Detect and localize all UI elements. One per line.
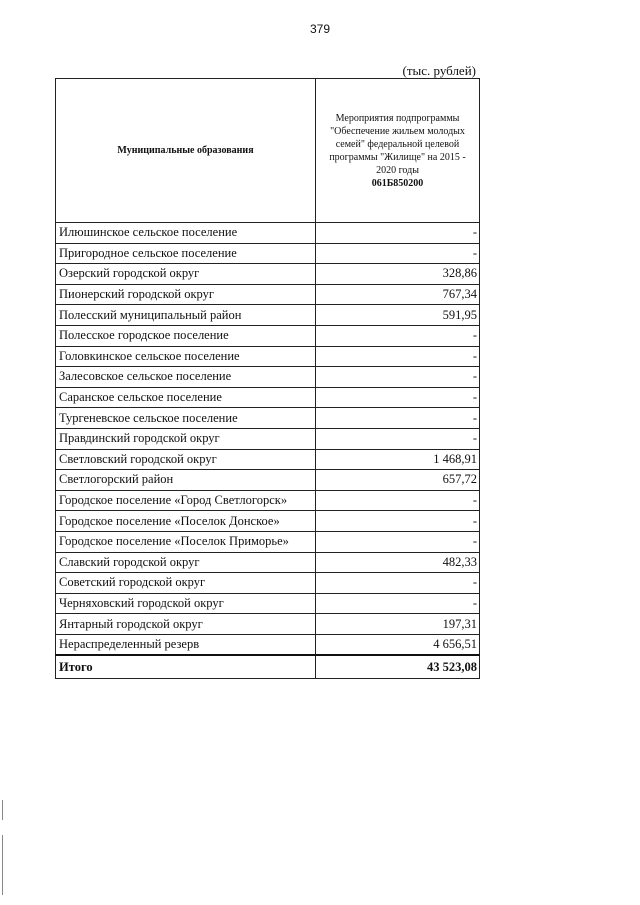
municipality-name: Пригородное сельское поселение bbox=[56, 243, 316, 264]
municipality-name: Илюшинское сельское поселение bbox=[56, 223, 316, 244]
allocation-value: 4 656,51 bbox=[316, 634, 480, 655]
table-row bbox=[56, 223, 480, 244]
table-row bbox=[56, 449, 480, 470]
table-row bbox=[56, 614, 480, 635]
allocation-value: - bbox=[316, 325, 480, 346]
units-label: (тыс. рублей) bbox=[402, 63, 476, 78]
municipality-name: Черняховский городской округ bbox=[56, 593, 316, 614]
table-row bbox=[56, 367, 480, 388]
table-row bbox=[56, 305, 480, 326]
allocation-value: - bbox=[316, 531, 480, 552]
allocation-value: - bbox=[316, 408, 480, 429]
municipality-name: Полесское городское поселение bbox=[56, 325, 316, 346]
allocation-value: - bbox=[316, 573, 480, 594]
allocation-value: - bbox=[316, 346, 480, 367]
municipality-name: Пионерский городской округ bbox=[56, 284, 316, 305]
allocation-value: 767,34 bbox=[316, 284, 480, 305]
allocation-value: - bbox=[316, 367, 480, 388]
header-program-text: Мероприятия подпрограммы "Обеспечение жильем молодых семей" федеральной целевой программы "Жилище" на 2015 - 2020 годы bbox=[329, 112, 466, 176]
municipality-name: Озерский городской округ bbox=[56, 264, 316, 285]
table-row bbox=[56, 346, 480, 367]
allocation-value: - bbox=[316, 428, 480, 449]
table-body bbox=[56, 223, 480, 656]
municipality-name: Залесовское сельское поселение bbox=[56, 367, 316, 388]
page-number: 379 bbox=[309, 22, 331, 36]
allocation-table bbox=[55, 78, 480, 679]
allocation-value: 328,86 bbox=[316, 264, 480, 285]
table-row bbox=[56, 470, 480, 491]
table-row bbox=[56, 490, 480, 511]
allocation-value: 482,33 bbox=[316, 552, 480, 573]
municipality-name: Полесский муниципальный район bbox=[56, 305, 316, 326]
allocation-value: - bbox=[316, 387, 480, 408]
municipality-name: Светлогорский район bbox=[56, 470, 316, 491]
allocation-value: - bbox=[316, 511, 480, 532]
municipality-name: Янтарный городской округ bbox=[56, 614, 316, 635]
header-program-code: 061Б850200 bbox=[371, 177, 424, 189]
total-row bbox=[56, 655, 480, 679]
municipality-name: Тургеневское сельское поселение bbox=[56, 408, 316, 429]
municipality-name: Славский городской округ bbox=[56, 552, 316, 573]
municipality-name: Городское поселение «Поселок Приморье» bbox=[56, 531, 316, 552]
allocation-value: - bbox=[316, 243, 480, 264]
table-row bbox=[56, 593, 480, 614]
table-row bbox=[56, 511, 480, 532]
allocation-value: 1 468,91 bbox=[316, 449, 480, 470]
table-row bbox=[56, 387, 480, 408]
allocation-value: - bbox=[316, 490, 480, 511]
municipality-name: Нераспределенный резерв bbox=[56, 634, 316, 655]
table-row bbox=[56, 573, 480, 594]
header-program bbox=[316, 79, 480, 223]
allocation-value: - bbox=[316, 223, 480, 244]
allocation-value: - bbox=[316, 593, 480, 614]
municipality-name: Головкинское сельское поселение bbox=[56, 346, 316, 367]
municipality-name: Городское поселение «Поселок Донское» bbox=[56, 511, 316, 532]
allocation-value: 197,31 bbox=[316, 614, 480, 635]
table-row bbox=[56, 408, 480, 429]
table-row bbox=[56, 531, 480, 552]
municipality-name: Саранское сельское поселение bbox=[56, 387, 316, 408]
margin-mark bbox=[2, 800, 3, 820]
municipality-name: Светловский городской округ bbox=[56, 449, 316, 470]
allocation-value: 657,72 bbox=[316, 470, 480, 491]
total-label: Итого bbox=[56, 655, 316, 679]
header-municipal: Муниципальные образования bbox=[56, 79, 316, 223]
municipality-name: Правдинский городской округ bbox=[56, 428, 316, 449]
table-row bbox=[56, 264, 480, 285]
table-row bbox=[56, 243, 480, 264]
table-row bbox=[56, 284, 480, 305]
table-row bbox=[56, 325, 480, 346]
total-value: 43 523,08 bbox=[316, 655, 480, 679]
table-row bbox=[56, 428, 480, 449]
table-header-row bbox=[56, 79, 480, 223]
allocation-value: 591,95 bbox=[316, 305, 480, 326]
margin-mark bbox=[2, 835, 3, 895]
table-row bbox=[56, 552, 480, 573]
table-row bbox=[56, 634, 480, 655]
municipality-name: Городское поселение «Город Светлогорск» bbox=[56, 490, 316, 511]
municipality-name: Советский городской округ bbox=[56, 573, 316, 594]
